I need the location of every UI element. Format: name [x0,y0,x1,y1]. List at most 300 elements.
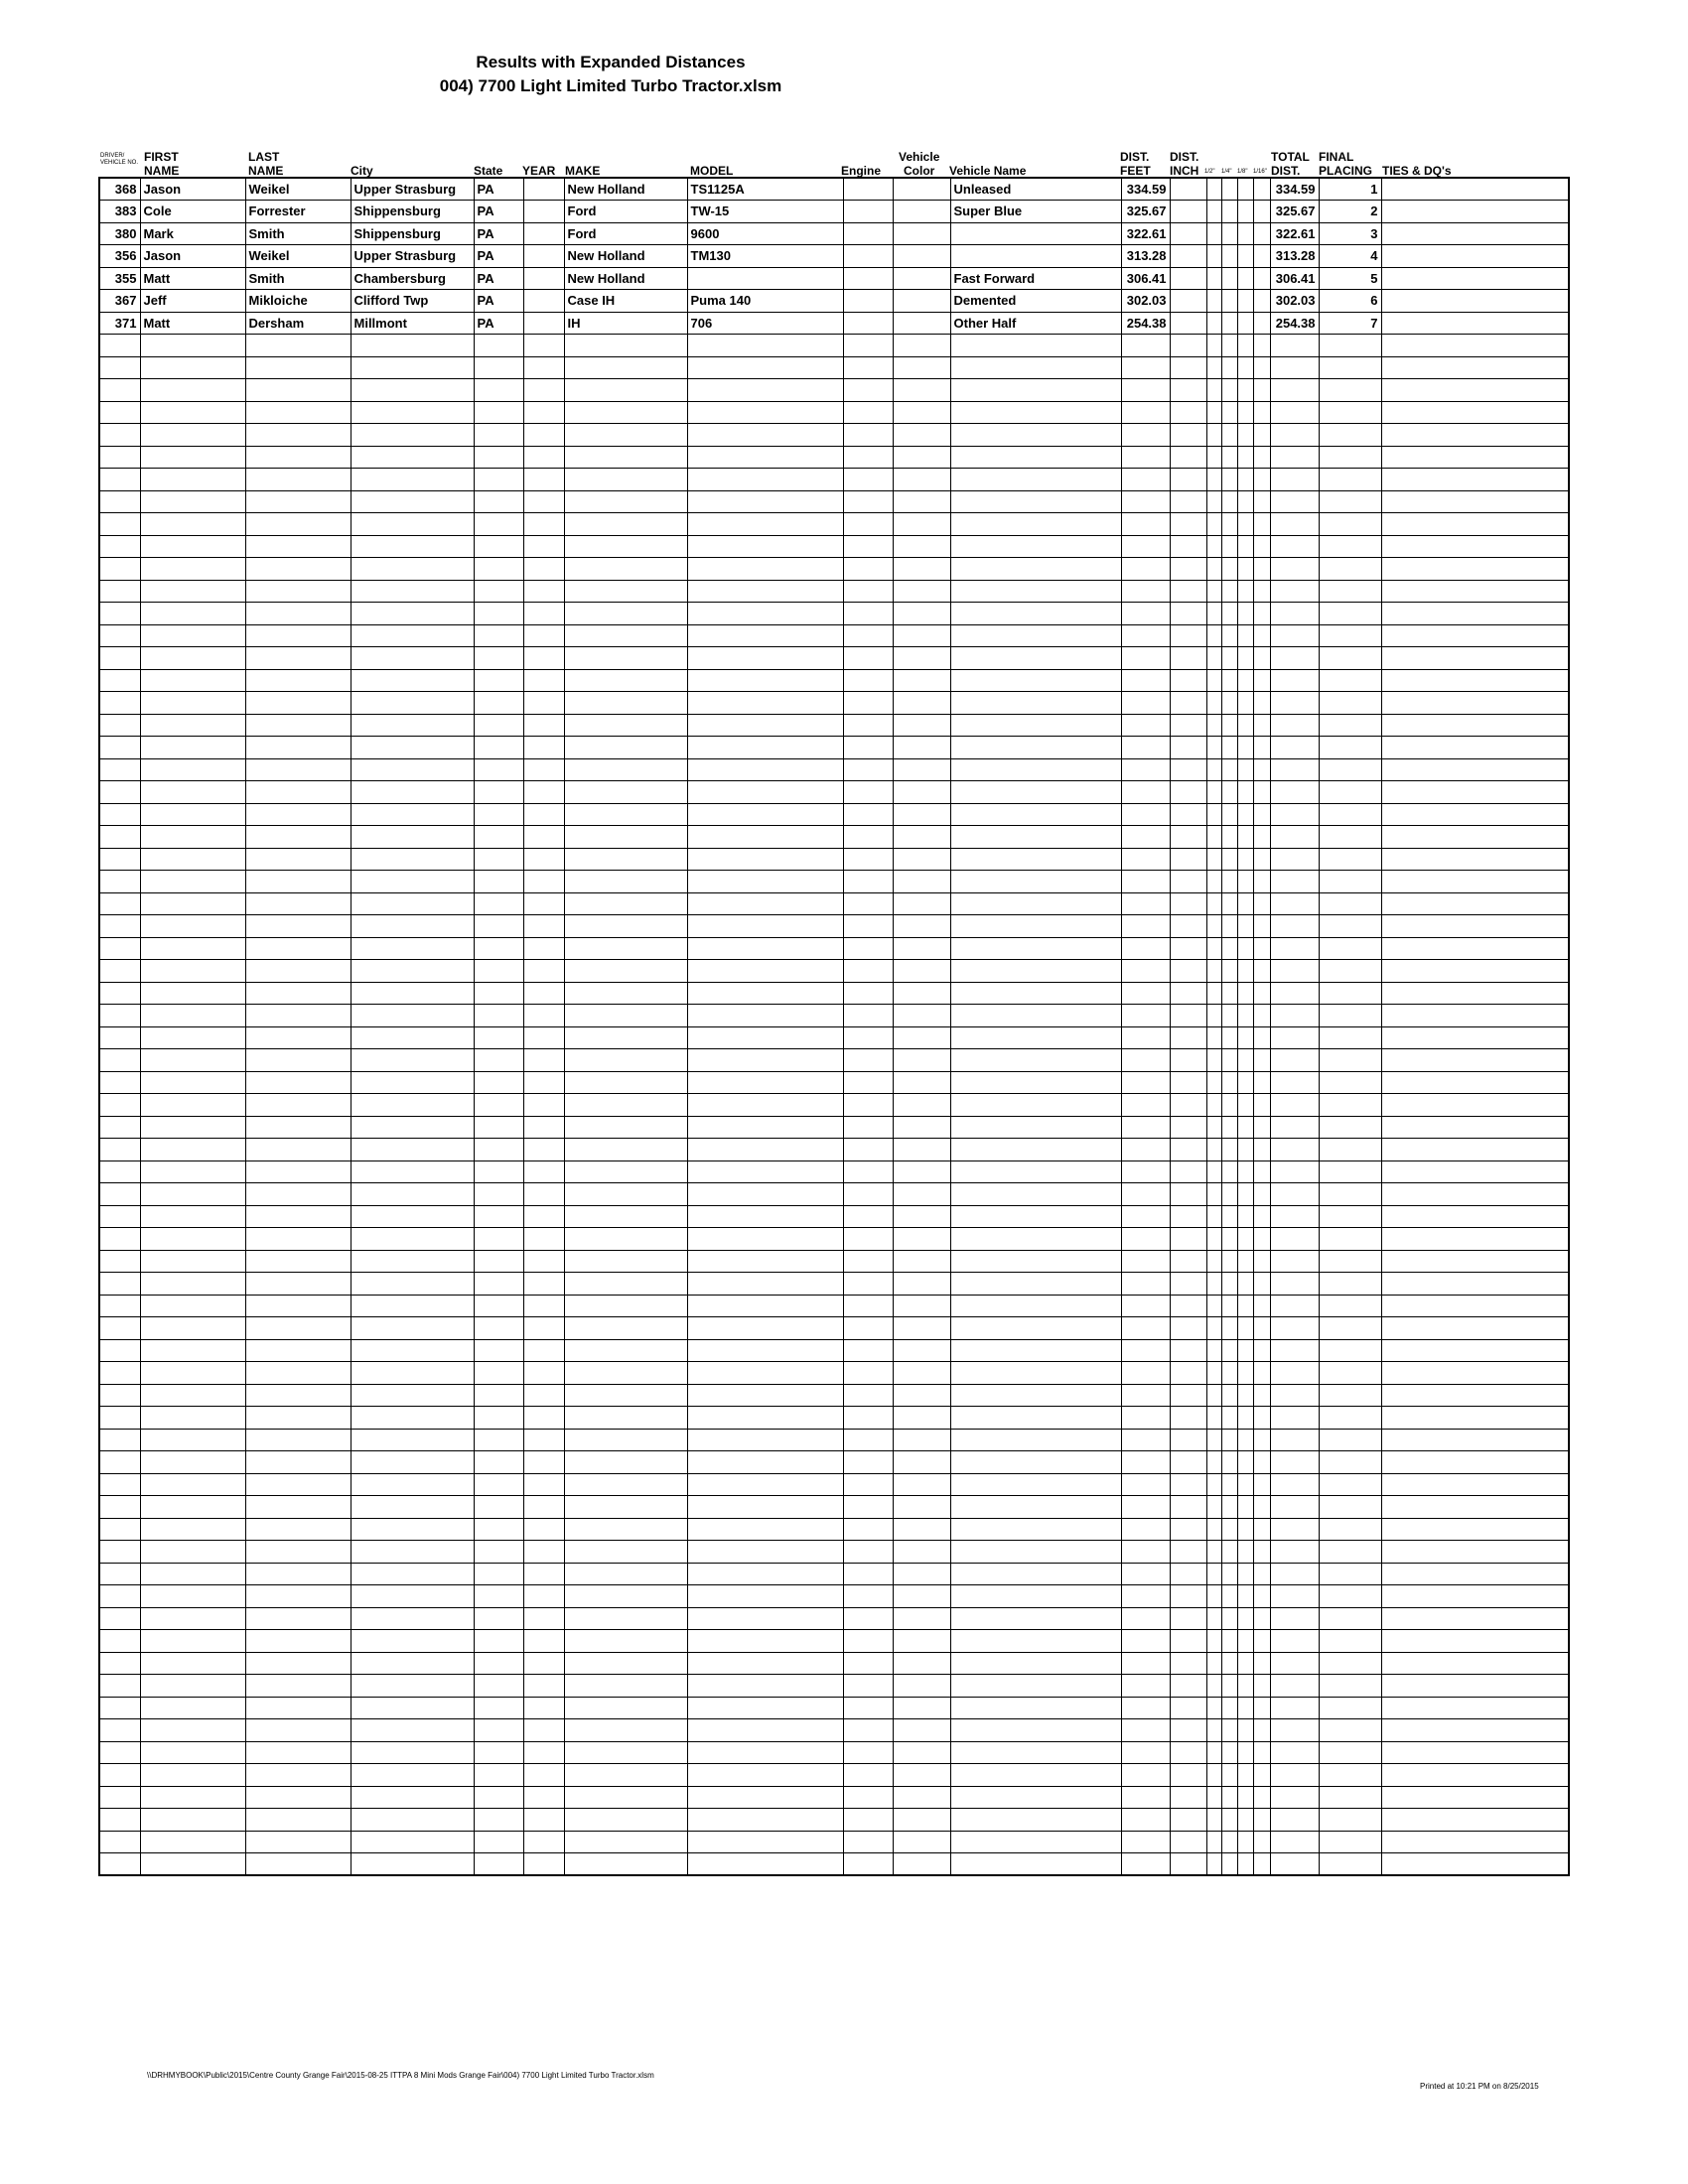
cell-f4 [1253,1205,1270,1228]
cell-last [245,1630,351,1653]
cell-model [687,1451,843,1474]
cell-f3 [1237,446,1253,469]
cell-f4 [1253,781,1270,804]
cell-first [140,1809,245,1832]
cell-vname [950,356,1121,379]
cell-make [564,1697,687,1719]
cell-total [1270,424,1319,447]
cell-color [893,1384,950,1407]
cell-model: 9600 [687,222,843,245]
cell-no [99,1563,140,1585]
cell-f3 [1237,1339,1253,1362]
cell-no [99,714,140,737]
table-row [99,1585,1569,1608]
cell-f3 [1237,245,1253,268]
cell-ties [1381,1585,1569,1608]
cell-first [140,1563,245,1585]
cell-last [245,692,351,715]
cell-inch [1170,222,1206,245]
cell-city [351,1362,474,1385]
table-row [99,803,1569,826]
cell-ties [1381,1094,1569,1117]
cell-color [893,692,950,715]
table-row [99,1630,1569,1653]
cell-city [351,1183,474,1206]
cell-feet [1121,1831,1170,1853]
cell-inch [1170,781,1206,804]
cell-state [474,356,523,379]
cell-model [687,356,843,379]
table-row [99,1228,1569,1251]
cell-first [140,1607,245,1630]
cell-no [99,1697,140,1719]
cell-ties [1381,1853,1569,1876]
cell-state [474,1741,523,1764]
cell-feet [1121,1809,1170,1832]
cell-feet: 254.38 [1121,312,1170,335]
cell-feet [1121,1049,1170,1072]
cell-f3 [1237,1563,1253,1585]
cell-feet [1121,1407,1170,1430]
cell-color [893,714,950,737]
cell-no [99,1116,140,1139]
cell-make [564,1094,687,1117]
cell-place [1319,401,1381,424]
cell-no [99,892,140,915]
cell-engine [843,1071,893,1094]
cell-f3 [1237,490,1253,513]
cell-year [523,1384,564,1407]
cell-year [523,1362,564,1385]
cell-year [523,580,564,603]
table-row [99,1697,1569,1719]
cell-model [687,1786,843,1809]
cell-city: Shippensburg [351,222,474,245]
cell-last [245,1250,351,1273]
cell-f3 [1237,1675,1253,1698]
cell-f4 [1253,1295,1270,1317]
cell-vname [950,1026,1121,1049]
cell-feet [1121,356,1170,379]
cell-model [687,848,843,871]
cell-make [564,937,687,960]
table-row [99,669,1569,692]
cell-last [245,781,351,804]
table-row [99,356,1569,379]
cell-engine [843,1183,893,1206]
header-dist-feet [1120,150,1151,178]
header-vehicle-color [899,150,939,178]
cell-place [1319,446,1381,469]
cell-feet [1121,1317,1170,1340]
cell-make [564,1339,687,1362]
cell-ties [1381,1049,1569,1072]
cell-last [245,603,351,625]
cell-model [687,1205,843,1228]
cell-model [687,1026,843,1049]
cell-total [1270,714,1319,737]
cell-first [140,871,245,893]
cell-f4 [1253,379,1270,402]
cell-state [474,1786,523,1809]
cell-last [245,469,351,491]
cell-make [564,1407,687,1430]
cell-inch [1170,647,1206,670]
cell-f3 [1237,1094,1253,1117]
cell-vname [950,758,1121,781]
cell-first [140,379,245,402]
cell-f2 [1221,624,1237,647]
cell-engine [843,1317,893,1340]
cell-inch [1170,1094,1206,1117]
cell-model [687,1005,843,1027]
cell-f1 [1206,379,1221,402]
cell-engine [843,781,893,804]
table-row [99,513,1569,536]
cell-model [687,937,843,960]
cell-color [893,937,950,960]
cell-f2 [1221,1496,1237,1519]
cell-first [140,1518,245,1541]
cell-place [1319,1630,1381,1653]
cell-make [564,1049,687,1072]
cell-total [1270,1362,1319,1385]
cell-model [687,1585,843,1608]
cell-engine [843,1563,893,1585]
cell-f2 [1221,245,1237,268]
cell-f1 [1206,692,1221,715]
cell-no [99,1473,140,1496]
cell-model [687,1741,843,1764]
cell-place [1319,1675,1381,1698]
cell-first [140,1741,245,1764]
cell-last [245,490,351,513]
cell-make [564,1071,687,1094]
table-row [99,1362,1569,1385]
cell-vname [950,1831,1121,1853]
cell-make [564,647,687,670]
cell-engine [843,624,893,647]
table-row [99,535,1569,558]
table-row [99,424,1569,447]
cell-place [1319,1228,1381,1251]
cell-f2 [1221,1049,1237,1072]
cell-city [351,1295,474,1317]
header-model: MODEL [690,164,734,178]
cell-vname [950,1139,1121,1161]
cell-engine [843,401,893,424]
cell-f4 [1253,1273,1270,1296]
cell-f1 [1206,826,1221,849]
cell-make [564,737,687,759]
table-row [99,1809,1569,1832]
cell-vname [950,1295,1121,1317]
cell-city [351,1339,474,1362]
cell-inch [1170,335,1206,357]
cell-f4 [1253,1228,1270,1251]
cell-last [245,714,351,737]
cell-f2 [1221,1139,1237,1161]
cell-feet [1121,1116,1170,1139]
cell-feet [1121,1273,1170,1296]
cell-total [1270,1630,1319,1653]
cell-year [523,1026,564,1049]
cell-year [523,201,564,223]
cell-place [1319,1607,1381,1630]
cell-inch [1170,1719,1206,1742]
cell-city [351,1741,474,1764]
cell-f3 [1237,1429,1253,1451]
cell-first [140,624,245,647]
cell-engine [843,1630,893,1653]
cell-engine [843,245,893,268]
cell-no [99,446,140,469]
cell-model [687,401,843,424]
cell-first [140,1228,245,1251]
cell-no [99,379,140,402]
cell-inch [1170,937,1206,960]
cell-last [245,356,351,379]
cell-state [474,781,523,804]
table-row [99,1250,1569,1273]
table-row [99,1563,1569,1585]
cell-first [140,737,245,759]
cell-f2 [1221,669,1237,692]
cell-make [564,1005,687,1027]
cell-place: 1 [1319,178,1381,201]
cell-total [1270,1183,1319,1206]
cell-ties [1381,1719,1569,1742]
header-state: State [474,164,503,178]
cell-engine [843,1139,893,1161]
cell-last [245,1160,351,1183]
cell-f3 [1237,1853,1253,1876]
cell-vname [950,960,1121,983]
cell-model [687,1317,843,1340]
cell-color [893,513,950,536]
cell-state [474,737,523,759]
cell-year [523,558,564,581]
cell-last [245,580,351,603]
cell-last: Forrester [245,201,351,223]
cell-vname [950,737,1121,759]
cell-last [245,1384,351,1407]
cell-f3 [1237,915,1253,938]
cell-color [893,1809,950,1832]
cell-last [245,1853,351,1876]
cell-total [1270,1049,1319,1072]
cell-first [140,1139,245,1161]
cell-f1 [1206,714,1221,737]
table-row [99,267,1569,290]
cell-year [523,1451,564,1474]
cell-total [1270,535,1319,558]
table-row [99,1205,1569,1228]
cell-year [523,1250,564,1273]
cell-feet [1121,1541,1170,1564]
cell-feet [1121,490,1170,513]
cell-ties [1381,356,1569,379]
cell-engine [843,1362,893,1385]
cell-engine [843,1831,893,1853]
cell-f2 [1221,1719,1237,1742]
table-row [99,1160,1569,1183]
cell-engine [843,1741,893,1764]
table-row [99,401,1569,424]
cell-city [351,1652,474,1675]
cell-color [893,1071,950,1094]
cell-inch [1170,1831,1206,1853]
cell-ties [1381,1451,1569,1474]
cell-feet [1121,982,1170,1005]
cell-state [474,446,523,469]
cell-engine [843,312,893,335]
cell-feet [1121,1473,1170,1496]
cell-f4 [1253,335,1270,357]
cell-make [564,1273,687,1296]
cell-f2 [1221,1451,1237,1474]
table-row [99,714,1569,737]
cell-place [1319,647,1381,670]
cell-ties [1381,558,1569,581]
table-row [99,290,1569,313]
cell-first: Jason [140,245,245,268]
cell-color [893,245,950,268]
cell-state [474,1071,523,1094]
table-row [99,201,1569,223]
cell-f1 [1206,201,1221,223]
cell-no [99,1250,140,1273]
cell-vname [950,1183,1121,1206]
cell-engine [843,558,893,581]
cell-state [474,401,523,424]
cell-place [1319,1451,1381,1474]
cell-city [351,513,474,536]
cell-no: 380 [99,222,140,245]
cell-no [99,401,140,424]
cell-place [1319,1005,1381,1027]
cell-f4 [1253,424,1270,447]
cell-model [687,982,843,1005]
cell-make: Case IH [564,290,687,313]
cell-feet [1121,1183,1170,1206]
cell-place [1319,490,1381,513]
table-row [99,781,1569,804]
cell-make [564,1741,687,1764]
cell-model: 706 [687,312,843,335]
cell-place [1319,1429,1381,1451]
cell-f3 [1237,290,1253,313]
cell-model [687,960,843,983]
cell-model [687,1518,843,1541]
cell-place [1319,1295,1381,1317]
cell-feet [1121,1697,1170,1719]
cell-place [1319,1786,1381,1809]
cell-model [687,1071,843,1094]
cell-engine [843,267,893,290]
cell-feet [1121,647,1170,670]
cell-inch [1170,1317,1206,1340]
cell-vname [950,580,1121,603]
cell-engine [843,580,893,603]
results-table [98,177,1570,1876]
cell-f4 [1253,915,1270,938]
cell-ties [1381,692,1569,715]
cell-f3 [1237,469,1253,491]
cell-state [474,424,523,447]
cell-f1 [1206,758,1221,781]
cell-place [1319,1116,1381,1139]
cell-model [687,1607,843,1630]
cell-engine [843,424,893,447]
cell-engine [843,915,893,938]
cell-place [1319,848,1381,871]
cell-f4 [1253,1473,1270,1496]
cell-no [99,513,140,536]
cell-city [351,647,474,670]
cell-f3 [1237,401,1253,424]
cell-first: Jeff [140,290,245,313]
cell-f3 [1237,803,1253,826]
cell-color [893,982,950,1005]
table-row [99,580,1569,603]
cell-inch [1170,1116,1206,1139]
cell-city [351,982,474,1005]
cell-ties [1381,1116,1569,1139]
cell-no [99,871,140,893]
cell-f3 [1237,1831,1253,1853]
cell-place [1319,758,1381,781]
cell-f2 [1221,871,1237,893]
table-row [99,915,1569,938]
cell-model [687,1697,843,1719]
cell-color [893,915,950,938]
cell-total: 306.41 [1270,267,1319,290]
cell-state [474,1831,523,1853]
cell-vname [950,603,1121,625]
cell-f3 [1237,1295,1253,1317]
cell-f1 [1206,1652,1221,1675]
cell-city [351,1005,474,1027]
cell-color [893,1719,950,1742]
cell-last [245,1451,351,1474]
cell-total [1270,1005,1319,1027]
cell-total [1270,1853,1319,1876]
cell-model [687,892,843,915]
cell-first: Matt [140,267,245,290]
cell-f2 [1221,1183,1237,1206]
cell-total [1270,1831,1319,1853]
cell-place [1319,1518,1381,1541]
cell-inch [1170,737,1206,759]
cell-f1 [1206,1049,1221,1072]
cell-f4 [1253,201,1270,223]
cell-f2 [1221,1786,1237,1809]
cell-engine [843,1205,893,1228]
cell-f3 [1237,424,1253,447]
cell-place [1319,1719,1381,1742]
cell-model [687,1473,843,1496]
cell-ties [1381,758,1569,781]
cell-f1 [1206,1630,1221,1653]
cell-year [523,178,564,201]
cell-ties [1381,513,1569,536]
cell-engine [843,1160,893,1183]
cell-ties [1381,222,1569,245]
cell-f2 [1221,267,1237,290]
cell-color [893,201,950,223]
cell-total [1270,1407,1319,1430]
